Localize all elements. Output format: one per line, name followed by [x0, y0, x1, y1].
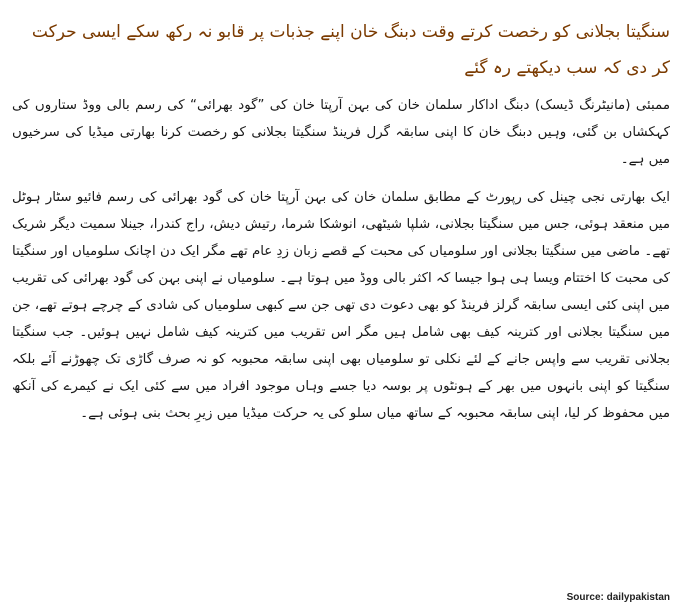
- article-source-credit: Source: dailypakistan: [566, 592, 670, 603]
- article-paragraph-body: ایک بھارتی نجی چینل کی رپورٹ کے مطابق سلمان خان کی بہن آرپتا خان کی گود بھرائی کی رسم فائیو سٹار ہوٹل میں منعقد ہوئی، جس میں سنگیتا بجلانی، شلپا شیٹھی، انوشکا شرما، رتیش دیش، راج کندرا، جینلا سمیت دیگر شریک تھے۔ ماضی میں سنگیتا بجلانی اور سلومیاں کی محبت کے قصے زبان زدِ عام تھے مگر ایک دن اچانک سلومیاں اور سنگیتا کی محبت کا اختتام ویسا ہی ہوا جیسا کہ اکثر بالی ووڈ میں ہوتا ہے۔ سلومیاں نے اپنی بہن کی گود بھرائی کی تقریب میں اپنی کئی ایسی سابقہ گرلز فرینڈ کو بھی دعوت دی تھی جن سے کبھی سلومیاں کی شادی کے چرچے ہوتے تھے، جن میں سنگیتا بجلانی اور کترینہ کیف بھی شامل ہیں مگر اس تقریب میں کترینہ کیف شامل نہیں ہوئیں۔ جب سنگیتا بجلانی تقریب سے واپس جانے کے لئے نکلی تو سلومیاں بھی اپنی سابقہ محبوبہ کو نہ صرف گاڑی تک چھوڑنے آئے بلکہ سنگیتا کو اپنی بانہوں میں بھر کے ہونٹوں پر بوسہ دیا جسے وہاں موجود افراد میں سے کئی ایک نے کیمرے کی آنکھ میں محفوظ کر لیا، اپنی سابقہ محبوبہ کے ساتھ میاں سلو کی یہ حرکت میڈیا میں زیرِ بحث بنی ہوئی ہے۔: [12, 190, 670, 421]
- article-headline: سنگیتا بجلانی کو رخصت کرتے وقت دبنگ خان اپنے جذبات پر قابو نہ رکھ سکے ایسی حرکت کر دی کہ سب دیکھتے رہ گئے: [31, 22, 670, 78]
- article-paragraph-intro: ممبئی (مانیٹرنگ ڈیسک) دبنگ اداکار سلمان خان کی بہن آرپتا خان کی ”گود بھرائی“ کی رسم بالی ووڈ ستاروں کی کہکشاں بن گئی، وہیں دبنگ خان کا اپنی سابقہ گرل فرینڈ سنگیتا بجلانی کو رخصت کرنا بھارتی میڈیا کی سرخیوں میں ہے۔: [12, 98, 670, 167]
